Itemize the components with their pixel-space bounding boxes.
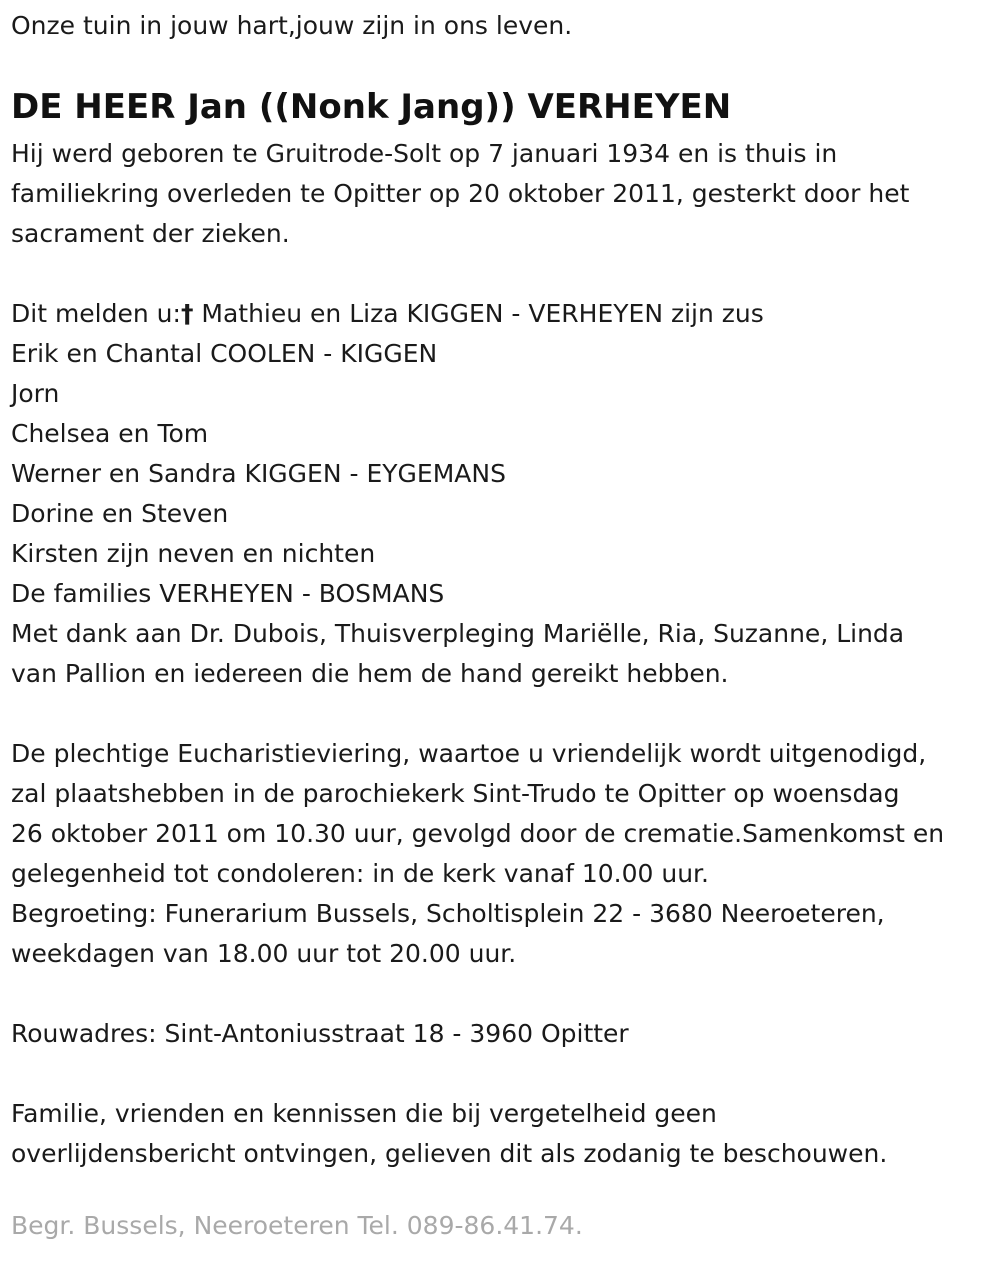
funeral-home-footer: Begr. Bussels, Neeroeteren Tel. 089-86.41.74. [11, 1211, 583, 1240]
motto: Onze tuin in jouw hart,jouw zijn in ons leven. [11, 11, 573, 40]
announcement-line: Dorine en Steven [11, 499, 229, 528]
service-line: 26 oktober 2011 om 10.30 uur, gevolgd door de crematie.Samenkomst en [11, 819, 945, 848]
intro-line: sacrament der zieken. [11, 219, 290, 248]
service-paragraph [11, 734, 944, 974]
announcement-first-line [11, 294, 904, 334]
service-line: zal plaatshebben in de parochiekerk Sint-Trudo te Opitter op woensdag [11, 779, 900, 808]
family-note-line: overlijdensbericht ontvingen, gelieven dit als zodanig te beschouwen. [11, 1139, 888, 1168]
family-note [11, 1094, 887, 1174]
mourning-address [11, 1014, 629, 1054]
thanks-line: van Pallion en iedereen die hem de hand gereikt hebben. [11, 659, 729, 688]
visitation-line: Begroeting: Funerarium Bussels, Scholtisplein 22 - 3680 Neeroeteren, [11, 899, 885, 928]
deceased-name-title: DE HEER Jan ((Nonk Jang)) VERHEYEN [11, 87, 732, 127]
cross-icon: † [180, 299, 194, 328]
announcement-line: Chelsea en Tom [11, 419, 209, 448]
announcement-line: Kirsten zijn neven en nichten [11, 539, 376, 568]
announcement-first-names: Mathieu en Liza KIGGEN - VERHEYEN zijn zus [193, 299, 764, 328]
announcement-line: Werner en Sandra KIGGEN - EYGEMANS [11, 459, 506, 488]
announcement-line: Jorn [11, 379, 60, 408]
intro-line: familiekring overleden te Opitter op 20 oktober 2011, gesterkt door het [11, 179, 910, 208]
announcement-list [11, 294, 904, 694]
announcement-prefix: Dit melden u: [11, 299, 181, 328]
intro-line: Hij werd geboren te Gruitrode-Solt op 7 januari 1934 en is thuis in [11, 139, 838, 168]
announcement-line: Erik en Chantal COOLEN - KIGGEN [11, 339, 438, 368]
announcement-line: De families VERHEYEN - BOSMANS [11, 579, 445, 608]
family-note-line: Familie, vrienden en kennissen die bij vergetelheid geen [11, 1099, 717, 1128]
service-line: gelegenheid tot condoleren: in de kerk vanaf 10.00 uur. [11, 859, 709, 888]
visitation-line: weekdagen van 18.00 uur tot 20.00 uur. [11, 939, 517, 968]
mourning-address-line: Rouwadres: Sint-Antoniusstraat 18 - 3960 Opitter [11, 1019, 629, 1048]
thanks-line: Met dank aan Dr. Dubois, Thuisverpleging Mariëlle, Ria, Suzanne, Linda [11, 619, 905, 648]
intro-paragraph [11, 134, 909, 254]
service-line: De plechtige Eucharistieviering, waartoe u vriendelijk wordt uitgenodigd, [11, 739, 927, 768]
